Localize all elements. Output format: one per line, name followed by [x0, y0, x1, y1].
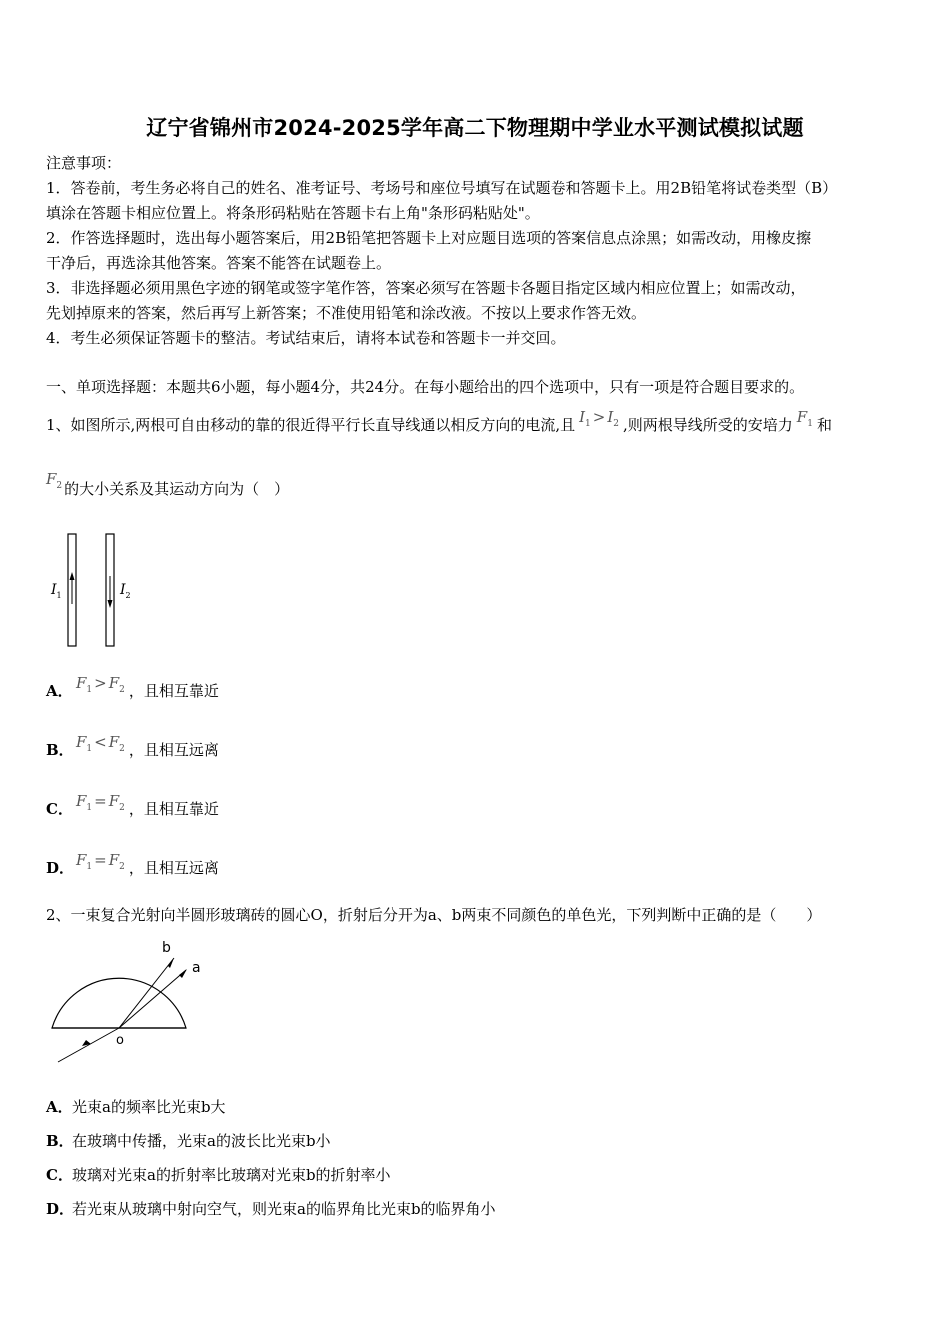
notice-line: 2．作答选择题时，选出每小题答案后，用2B铅笔把答题卡上对应题目选项的答案信息点涂黑；如需改动，用橡皮擦 — [46, 229, 812, 247]
q1-figure-parallel-wires — [46, 532, 146, 652]
notice-heading: 注意事项： — [46, 154, 122, 172]
option-math: $F_1 < F_2$ — [76, 733, 125, 754]
notice-line: 先划掉原来的答案，然后再写上新答案；不准使用铅笔和涂改液。不按以上要求作答无效。 — [46, 304, 647, 322]
q1-option-a[interactable]: A． $F_1 > F_2$ ，且相互靠近 — [46, 674, 219, 700]
notice-line: 4．考生必须保证答题卡的整洁。考试结束后，请将本试卷和答题卡一并交回。 — [46, 329, 566, 347]
option-math: $F_1 = F_2$ — [76, 792, 125, 813]
q1-stem-part1: 1、如图所示,两根可自由移动的靠的很近得平行长直导线通以相反方向的电流,且 — [46, 416, 576, 434]
q1-stem-line2 — [46, 470, 290, 501]
option-math: $F_1 > F_2$ — [76, 674, 125, 695]
q1-stem-part4: 的大小关系及其运动方向为（ ） — [64, 480, 290, 498]
label-o: o — [116, 1033, 124, 1048]
incident-arrow-icon — [82, 1040, 91, 1046]
q1-inline-math-f2: $F_2$ — [46, 470, 63, 491]
notice-line: 干净后，再选涂其他答案。答案不能答在试题卷上。 — [46, 254, 392, 272]
q1-inline-math-f1: $F_1$ — [796, 408, 813, 429]
incident-ray — [58, 1028, 119, 1062]
notice-line: 填涂在答题卡相应位置上。将条形码粘贴在答题卡右上角"条形码粘贴处"。 — [46, 204, 540, 222]
notice-line: 1．答卷前，考生务必将自己的姓名、准考证号、考场号和座位号填写在试题卷和答题卡上。用2B铅笔将试卷类型（B） — [46, 179, 838, 197]
q1-stem-line1 — [46, 408, 832, 437]
q2-option-b[interactable]: B．在玻璃中传播，光束a的波长比光束b小 — [46, 1132, 331, 1150]
notice-line: 3．非选择题必须用黑色字迹的钢笔或签字笔作答，答案必须写在答题卡各题目指定区域内相应位置上；如需改动， — [46, 279, 806, 297]
option-math: $F_1 = F_2$ — [76, 851, 125, 872]
beam-b — [119, 958, 174, 1028]
beam-b-arrow-icon — [168, 958, 174, 968]
q1-option-d[interactable]: D． $F_1 = F_2$ ，且相互远离 — [46, 851, 219, 877]
q2-option-a[interactable]: A．光束a的频率比光束b大 — [46, 1098, 226, 1116]
beam-a-arrow-icon — [179, 969, 187, 978]
arrowhead-down-icon — [108, 600, 113, 608]
semicircle-glass-block — [52, 978, 186, 1028]
q2-option-c[interactable]: C．玻璃对光束a的折射率比玻璃对光束b的折射率小 — [46, 1166, 391, 1184]
label-b: b — [162, 940, 171, 956]
q2-stem: 2、一束复合光射向半圆形玻璃砖的圆心O，折射后分开为a、b两束不同颜色的单色光，下列判断中正确的是（ ） — [46, 906, 822, 924]
q1-option-c[interactable]: C． $F_1 = F_2$ ，且相互靠近 — [46, 792, 219, 818]
arrowhead-up-icon — [70, 572, 75, 580]
q2-option-d[interactable]: D．若光束从玻璃中射向空气，则光束a的临界角比光束b的临界角小 — [46, 1200, 496, 1218]
q2-figure-semicircle-glass — [46, 938, 216, 1068]
q1-inline-math-i1-gt-i2: $I_1 > I_2$ — [579, 408, 620, 429]
q1-stem-part2: ,则两根导线所受的安培力 — [623, 416, 793, 434]
page-title: 辽宁省锦州市2024-2025学年高二下物理期中学业水平测试模拟试题 — [146, 116, 804, 140]
label-i1: $I_1$ — [51, 582, 62, 600]
label-a: a — [192, 960, 201, 976]
q1-option-b[interactable]: B． $F_1 < F_2$ ，且相互远离 — [46, 733, 219, 759]
section-heading: 一、单项选择题：本题共6小题，每小题4分，共24分。在每小题给出的四个选项中，只有一项是符合题目要求的。 — [46, 378, 805, 396]
q1-stem-part3: 和 — [816, 416, 832, 434]
label-i2: $I_2$ — [120, 582, 131, 600]
